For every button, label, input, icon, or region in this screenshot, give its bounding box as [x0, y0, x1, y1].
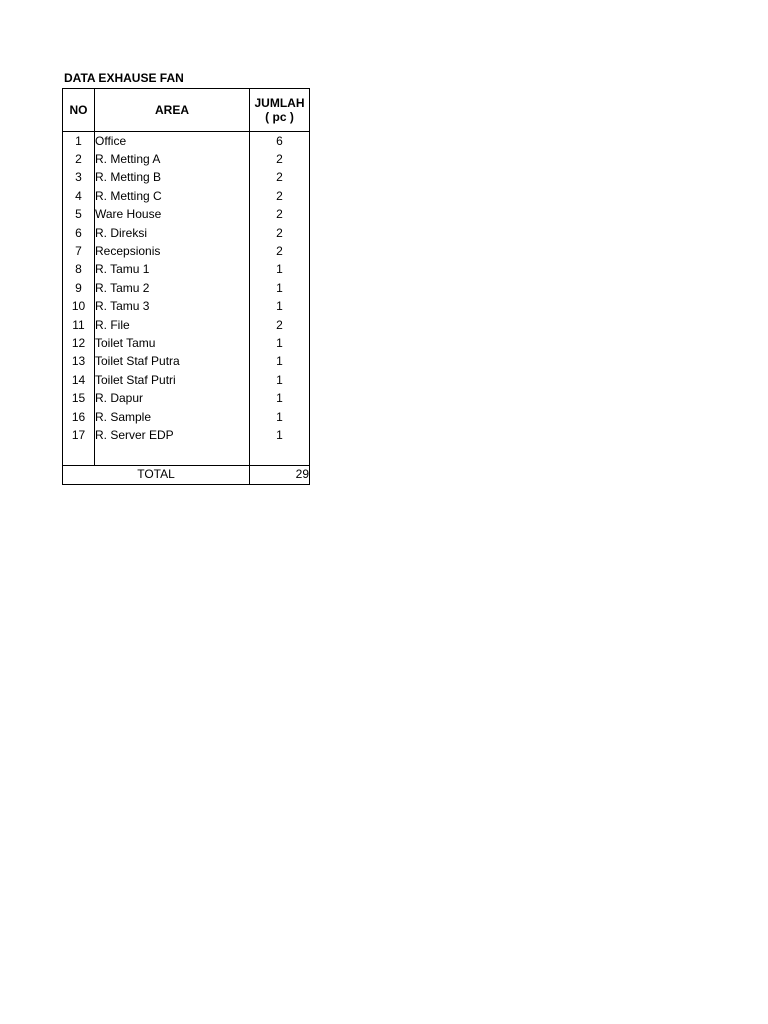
table-row: [63, 426, 310, 444]
row-quantity: 2: [250, 316, 310, 334]
row-number: 17: [63, 426, 95, 444]
table-row: [63, 169, 310, 187]
row-area: R. Tamu 3: [95, 298, 250, 316]
total-value: 29: [250, 465, 310, 484]
row-area: Office: [95, 132, 250, 151]
row-number: 3: [63, 169, 95, 187]
table-row: [63, 353, 310, 371]
total-label: TOTAL: [63, 465, 250, 484]
row-area: Toilet Staf Putri: [95, 371, 250, 389]
row-quantity: 1: [250, 389, 310, 407]
row-number: 6: [63, 224, 95, 242]
header-qty-label: JUMLAH: [254, 96, 305, 110]
row-area: R. Server EDP: [95, 426, 250, 444]
row-number: 7: [63, 242, 95, 260]
row-quantity: 2: [250, 169, 310, 187]
row-quantity: 1: [250, 371, 310, 389]
row-quantity: 1: [250, 426, 310, 444]
row-number: 14: [63, 371, 95, 389]
row-quantity: 1: [250, 279, 310, 297]
header-qty: [250, 89, 310, 132]
total-row: [63, 465, 310, 484]
header-row: [63, 89, 310, 132]
row-quantity: 1: [250, 261, 310, 279]
row-number: 4: [63, 187, 95, 205]
table-row: [63, 224, 310, 242]
table-body: [63, 132, 310, 485]
row-quantity: 6: [250, 132, 310, 151]
row-quantity: 1: [250, 334, 310, 352]
row-quantity: 2: [250, 150, 310, 168]
spacer-cell: [250, 445, 310, 466]
row-number: 16: [63, 408, 95, 426]
exhaust-fan-table: [62, 88, 310, 485]
document-title: DATA EXHAUSE FAN: [64, 71, 184, 85]
spacer-cell: [95, 445, 250, 466]
row-area: Toilet Staf Putra: [95, 353, 250, 371]
table-row: [63, 408, 310, 426]
header-area: AREA: [95, 89, 250, 132]
table-row: [63, 206, 310, 224]
row-number: 2: [63, 150, 95, 168]
row-area: Ware House: [95, 206, 250, 224]
table-row: [63, 279, 310, 297]
row-quantity: 1: [250, 298, 310, 316]
row-number: 1: [63, 132, 95, 151]
table-row: [63, 334, 310, 352]
row-quantity: 2: [250, 242, 310, 260]
row-quantity: 2: [250, 206, 310, 224]
row-area: R. File: [95, 316, 250, 334]
row-area: R. Direksi: [95, 224, 250, 242]
row-number: 15: [63, 389, 95, 407]
spacer-row: [63, 445, 310, 466]
row-number: 9: [63, 279, 95, 297]
table-row: [63, 316, 310, 334]
table-row: [63, 132, 310, 151]
row-number: 5: [63, 206, 95, 224]
row-number: 8: [63, 261, 95, 279]
row-number: 13: [63, 353, 95, 371]
table-row: [63, 150, 310, 168]
row-area: R. Metting B: [95, 169, 250, 187]
row-quantity: 2: [250, 224, 310, 242]
table-row: [63, 389, 310, 407]
row-quantity: 1: [250, 408, 310, 426]
table-row: [63, 261, 310, 279]
row-number: 11: [63, 316, 95, 334]
header-no: NO: [63, 89, 95, 132]
table-row: [63, 187, 310, 205]
row-quantity: 1: [250, 353, 310, 371]
row-number: 12: [63, 334, 95, 352]
row-area: R. Metting C: [95, 187, 250, 205]
row-quantity: 2: [250, 187, 310, 205]
row-area: R. Sample: [95, 408, 250, 426]
table-row: [63, 298, 310, 316]
spacer-cell: [63, 445, 95, 466]
row-area: R. Tamu 1: [95, 261, 250, 279]
table-header: [63, 89, 310, 132]
row-number: 10: [63, 298, 95, 316]
table-row: [63, 242, 310, 260]
row-area: Toilet Tamu: [95, 334, 250, 352]
row-area: R. Dapur: [95, 389, 250, 407]
header-qty-unit: ( pc ): [265, 110, 294, 124]
row-area: R. Metting A: [95, 150, 250, 168]
row-area: R. Tamu 2: [95, 279, 250, 297]
row-area: Recepsionis: [95, 242, 250, 260]
table-row: [63, 371, 310, 389]
